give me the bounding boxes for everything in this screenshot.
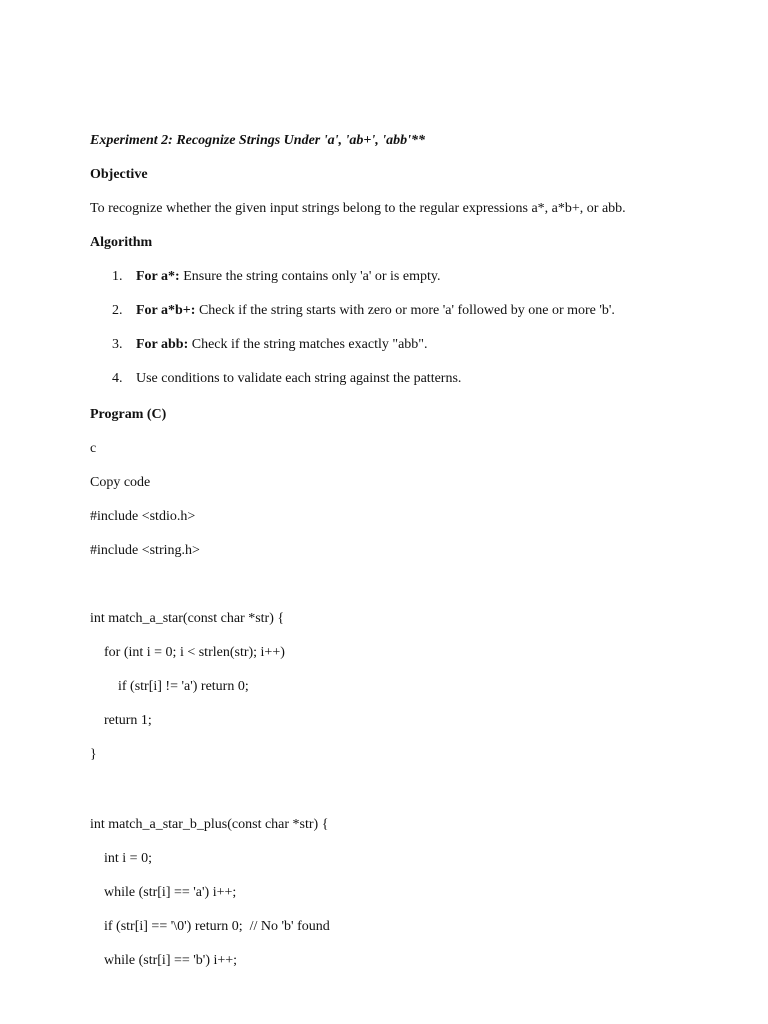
code-line: int i = 0; xyxy=(90,851,152,866)
step-number: 4. xyxy=(112,371,123,386)
document-title: Experiment 2: Recognize Strings Under 'a', 'ab+', 'abb'** xyxy=(90,133,426,148)
step-label: For abb: xyxy=(136,337,189,352)
algorithm-step xyxy=(112,303,615,319)
code-language: c xyxy=(90,441,97,456)
objective-text: To recognize whether the given input strings belong to the regular expressions a*, a*b+, or abb. xyxy=(90,201,626,216)
step-text: Use conditions to validate each string against the patterns. xyxy=(136,371,462,386)
step-label: For a*: xyxy=(136,269,180,284)
code-line: for (int i = 0; i < strlen(str); i++) xyxy=(90,645,285,660)
step-number: 1. xyxy=(112,269,123,284)
step-text: Check if the string matches exactly "abb". xyxy=(188,337,428,352)
algorithm-step xyxy=(112,337,428,353)
code-line: while (str[i] == 'b') i++; xyxy=(90,953,238,968)
code-line: if (str[i] != 'a') return 0; xyxy=(90,679,249,694)
code-line: #include <string.h> xyxy=(90,543,200,558)
copy-code-button[interactable]: Copy code xyxy=(90,475,151,490)
code-line: if (str[i] == '\0') return 0; // No 'b' found xyxy=(90,919,330,934)
code-line: int match_a_star(const char *str) { xyxy=(90,611,285,626)
step-text: Ensure the string contains only 'a' or is empty. xyxy=(179,269,441,284)
step-text: Check if the string starts with zero or more 'a' followed by one or more 'b'. xyxy=(195,303,615,318)
step-number: 2. xyxy=(112,303,123,318)
step-label: For a*b+: xyxy=(136,303,196,318)
code-line: int match_a_star_b_plus(const char *str) { xyxy=(90,817,329,832)
algorithm-heading: Algorithm xyxy=(90,235,153,250)
objective-heading: Objective xyxy=(90,167,148,182)
code-line: } xyxy=(90,747,97,762)
step-number: 3. xyxy=(112,337,123,352)
code-line: #include <stdio.h> xyxy=(90,509,196,524)
program-heading: Program (C) xyxy=(90,407,167,422)
algorithm-step xyxy=(112,371,461,387)
code-line: while (str[i] == 'a') i++; xyxy=(90,885,237,900)
code-line: return 1; xyxy=(90,713,152,728)
algorithm-step xyxy=(112,269,440,285)
